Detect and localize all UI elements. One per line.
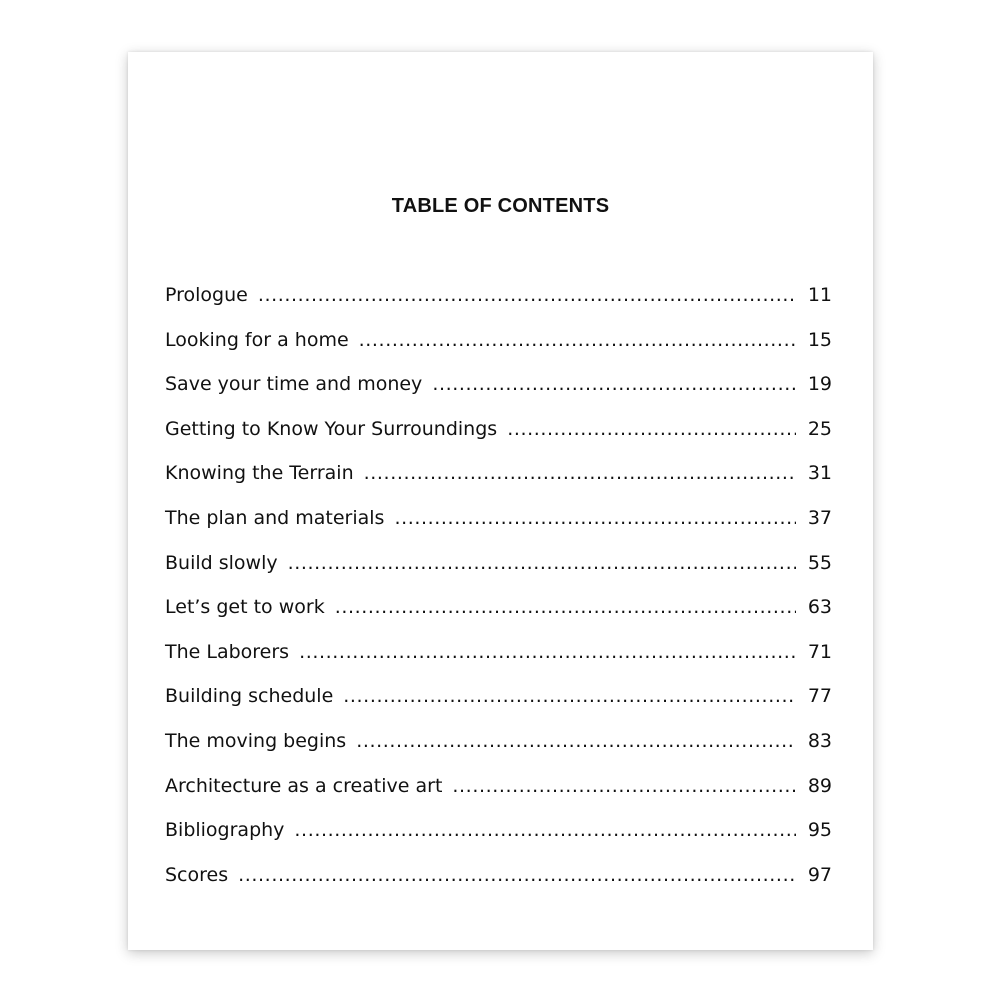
toc-entry [165, 503, 832, 548]
document-page [128, 52, 873, 950]
dot-leader [394, 503, 796, 533]
dot-leader [432, 369, 796, 399]
toc-entry-page-number: 97 [807, 863, 832, 886]
toc-entry-page-number: 19 [807, 373, 832, 396]
toc-entry [165, 771, 832, 816]
toc-entry [165, 681, 832, 726]
toc-entry-page-number: 11 [807, 284, 832, 306]
dot-leader [452, 771, 796, 801]
toc-entry-label: The plan and materials [165, 506, 385, 529]
toc-entry [165, 325, 832, 370]
toc-entry-label: The moving begins [165, 729, 347, 752]
toc-entry [165, 280, 832, 325]
toc-entry-label: Bibliography [165, 819, 285, 842]
toc-entry-label: Prologue [165, 284, 248, 306]
toc-entry-label: The Laborers [165, 640, 290, 663]
toc-entry-label: Architecture as a creative art [165, 774, 443, 797]
toc-entry-label: Let’s get to work [165, 596, 325, 619]
toc-entry-page-number: 83 [807, 729, 832, 752]
toc-entry [165, 726, 832, 771]
toc-entry-page-number: 89 [807, 774, 832, 797]
toc-entry-page-number: 15 [807, 328, 832, 351]
toc-entry-page-number: 25 [807, 417, 832, 440]
toc-entry [165, 815, 832, 860]
dot-leader [364, 458, 796, 488]
toc-entry-label: Build slowly [165, 551, 278, 574]
toc-entry-label: Getting to Know Your Surroundings [165, 417, 498, 440]
dot-leader [258, 280, 796, 310]
dot-leader [359, 325, 796, 355]
dot-leader [343, 681, 796, 711]
dot-leader [507, 414, 796, 444]
dot-leader [238, 860, 796, 890]
toc-entry [165, 548, 832, 593]
toc-entry [165, 369, 832, 414]
toc-entry-page-number: 55 [807, 551, 832, 574]
toc-entry [165, 414, 832, 459]
toc-list [165, 280, 832, 904]
page-title: TABLE OF CONTENTS [391, 195, 610, 217]
dot-leader [335, 592, 796, 622]
toc-entry [165, 458, 832, 503]
toc-entry [165, 592, 832, 637]
toc-entry-page-number: 31 [807, 462, 832, 485]
toc-entry-label: Save your time and money [165, 373, 423, 396]
toc-entry-page-number: 95 [807, 819, 832, 842]
toc-entry-label: Looking for a home [165, 328, 349, 351]
dot-leader [356, 726, 796, 756]
toc-entry-page-number: 77 [807, 685, 832, 708]
toc-entry-page-number: 63 [807, 596, 832, 619]
toc-entry [165, 860, 832, 905]
dot-leader [288, 548, 796, 578]
toc-entry-label: Building schedule [165, 685, 334, 708]
dot-leader [299, 637, 796, 667]
toc-entry [165, 637, 832, 682]
toc-entry-label: Scores [165, 863, 229, 886]
toc-entry-label: Knowing the Terrain [165, 462, 354, 485]
toc-entry-page-number: 37 [807, 506, 832, 529]
dot-leader [294, 815, 796, 845]
toc-entry-page-number: 71 [807, 640, 832, 663]
